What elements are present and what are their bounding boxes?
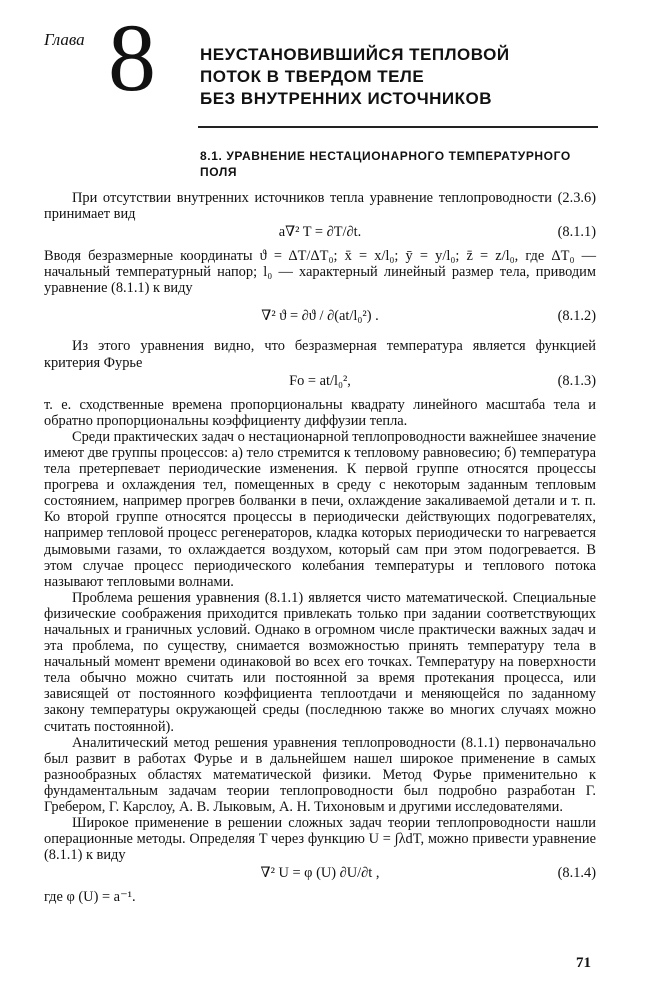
paragraph: Аналитический метод решения уравнения теплопроводности (8.1.1) первоначально был развит в работах Фурье и в дальнейшем нашел широкое применение в самых разнообразных областях математической физики. Метод Фурье применительно к фундаментальным задачам теории теплопроводности был подробно разработан Г. Гребером, Г. Карслоу, А. В. Лыковым, А. Н. Тихоновым и другими исследователями.: [44, 734, 596, 815]
equation-8-1-3: [44, 373, 596, 395]
paragraph: где φ (U) = a⁻¹.: [44, 889, 136, 906]
paragraph: Из этого уравнения видно, что безразмерная температура является функцией критерия Фурье: [44, 338, 596, 371]
paragraph: Проблема решения уравнения (8.1.1) является чисто математической. Специальные физические соображения приходится привлекать только при задании соответствующих начальных и граничных условий. Однако в огромном числе практически важных задач и эта проблема, по существу, снимается возможностью принять температуру тела в начальный момент времени одинаковой во всех его точках. Температуру на поверхности тела обычно можно считать или постоянной за время протекания процесса, или зависящей от постоянного коэффициента теплоотдачи и меняющейся по заданному закону температуры окружающей среды (последнюю также во многих случаях можно считать постоянной).: [44, 589, 596, 735]
equation-number: (8.1.4): [557, 865, 596, 882]
paragraph: Вводя безразмерные координаты ϑ = ΔT/ΔT₀; x̄ = x/l₀; ȳ = y/l₀; z̄ = z/l₀, где ΔT₀ — начальный температурный напор; l₀ — характерный линейный размер тела, приводим уравнение (8.1.1) к виду: [44, 248, 596, 297]
chapter-label: Глава: [44, 30, 85, 49]
page-number: 71: [576, 955, 591, 971]
body-text: [44, 190, 596, 905]
equation-8-1-2: [44, 298, 596, 336]
equation-expression: a∇² T = ∂T/∂t.: [278, 224, 362, 241]
paragraph: Среди практических задач о нестационарной теплопроводности важнейшее значение имеют две группы процессов: а) тело стремится к тепловому равновесию; б) температура тела претерпевает периодические изменения. К первой группе относятся процессы прогрева и охлаждения тел, помещенных в среду с некоторым заданным тепловым состоянием, например прогрев болванки в печи, охлаждение закаливаемой детали и т. п. Ко второй группе относятся процессы в периодически действующих подогревателях, например тепловой процесс регенераторов, кладка которых периодически то нагревается дымовыми газами, то охлаждается воздухом, который сам при этом подогревается. В этом случае процесс периодического колебания температуры и теплового потока называют тепловыми волнами.: [44, 428, 596, 590]
equation-number: (8.1.2): [557, 308, 596, 325]
equation-8-1-4: [44, 865, 596, 887]
paragraph: При отсутствии внутренних источников тепла уравнение теплопроводности (2.3.6) принимает вид: [44, 190, 596, 223]
equation-number: (8.1.1): [557, 224, 596, 241]
chapter-number: 8: [108, 4, 156, 111]
chapter-title-line: ПОТОК В ТВЕРДОМ ТЕЛЕ: [200, 67, 425, 86]
section-title-line: 8.1. УРАВНЕНИЕ НЕСТАЦИОНАРНОГО ТЕМПЕРАТУРНОГО: [200, 149, 571, 163]
equation-8-1-1: [44, 224, 596, 246]
chapter-title-line: БЕЗ ВНУТРЕННИХ ИСТОЧНИКОВ: [200, 89, 493, 108]
equation-expression: ∇² U = φ (U) ∂U/∂t ,: [260, 865, 380, 882]
title-rule: [198, 126, 598, 128]
paragraph: т. е. сходственные времена пропорциональны квадрату линейного масштаба тела и обратно пропорциональны коэффициенту диффузии тепла.: [44, 396, 596, 429]
equation-expression: Fo = at/l₀²,: [289, 372, 351, 389]
section-title: [200, 148, 600, 180]
paragraph: Широкое применение в решении сложных задач теории теплопроводности нашли операционные методы. Определяя T через функцию U = ∫λdT, можно привести уравнение (8.1.1) к виду: [44, 815, 596, 864]
equation-expression: ∇² ϑ = ∂ϑ / ∂(at/l₀²) .: [261, 308, 379, 325]
equation-number: (8.1.3): [557, 372, 596, 389]
chapter-title-line: НЕУСТАНОВИВШИЙСЯ ТЕПЛОВОЙ: [200, 45, 510, 64]
chapter-title: [200, 44, 600, 110]
section-title-line: ПОЛЯ: [200, 165, 238, 179]
